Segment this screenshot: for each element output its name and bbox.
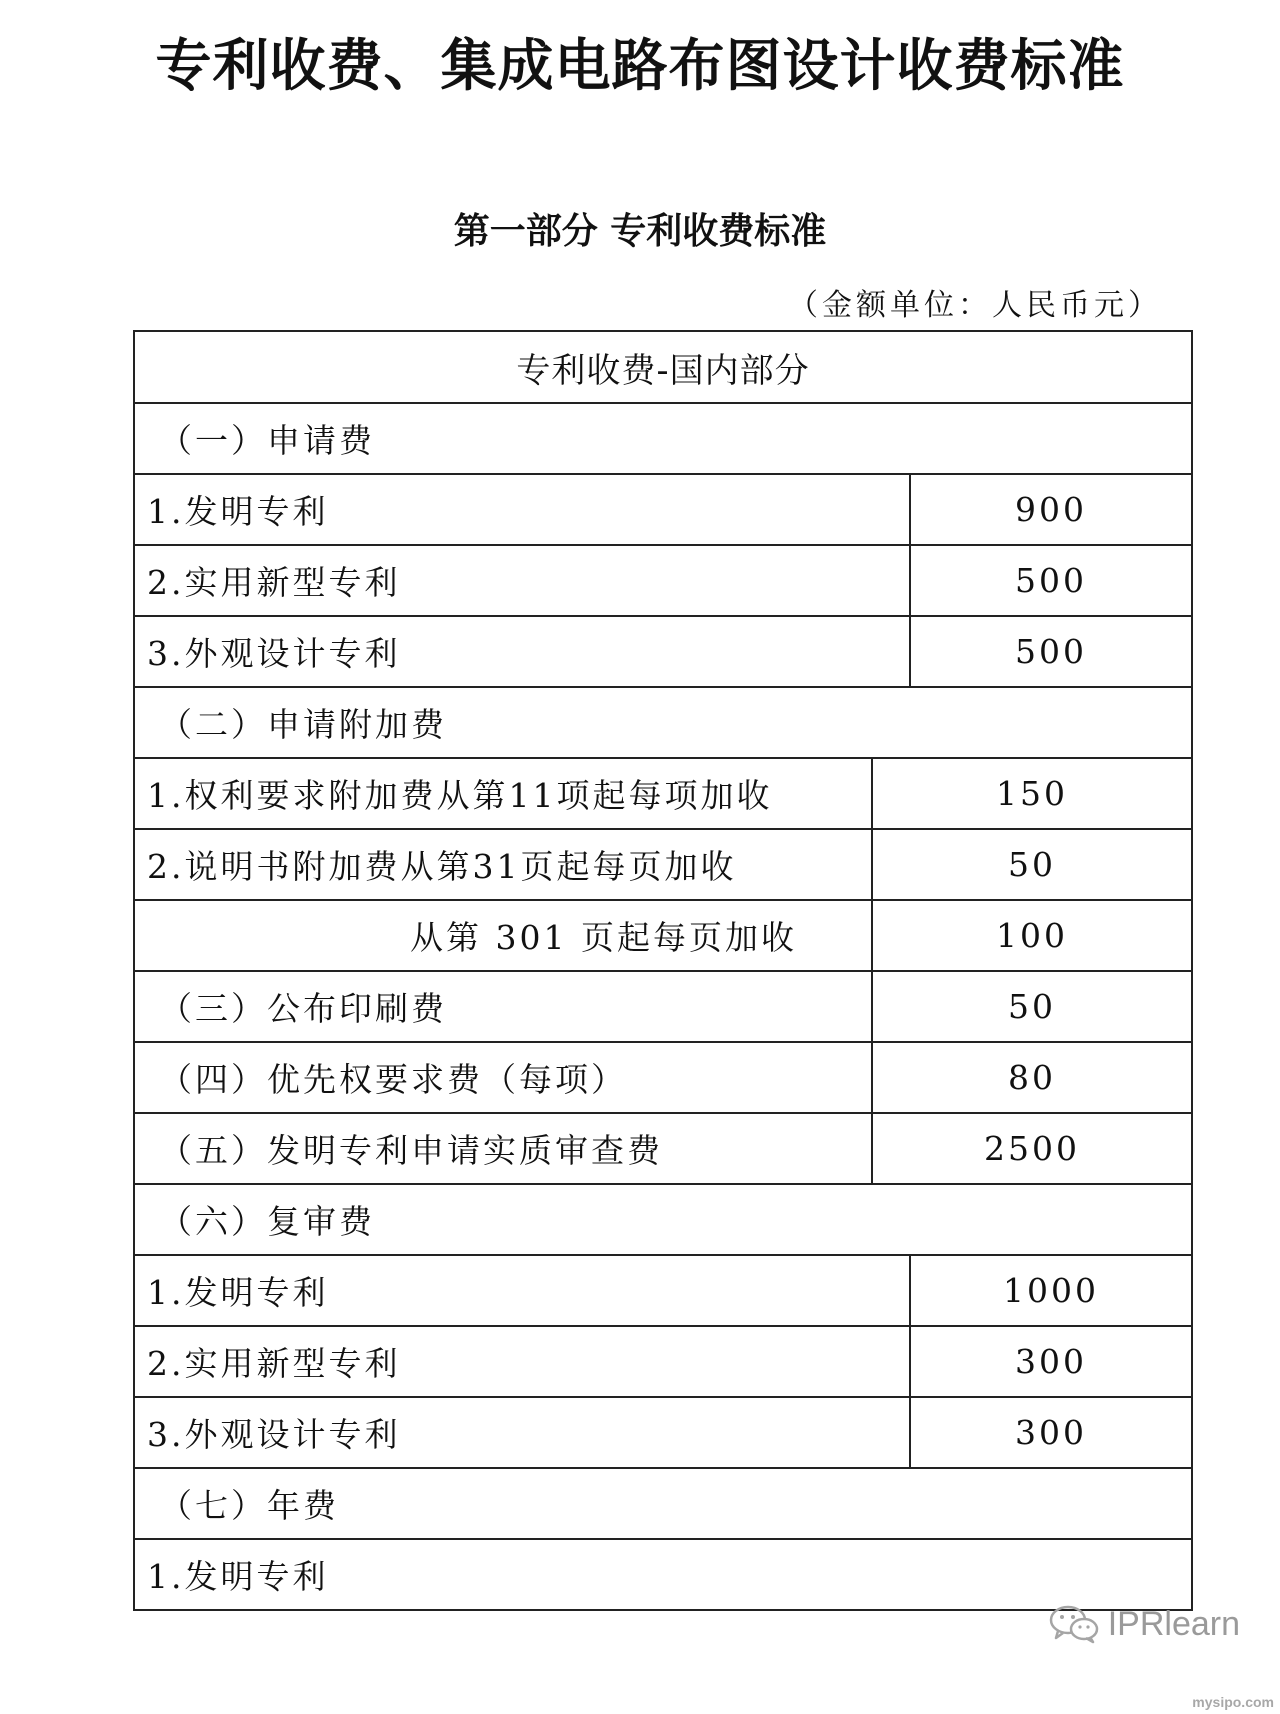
section-title: 第一部分 专利收费标准 (453, 211, 827, 252)
table-row (135, 1114, 1191, 1185)
row-label: （三）公布印刷费 (159, 989, 447, 1028)
table-row (135, 901, 1191, 972)
table-row (135, 475, 1191, 546)
site-watermark: mysipo.com (1192, 1694, 1274, 1710)
row-label: （五）发明专利申请实质审查费 (159, 1131, 663, 1170)
row-value: 50 (1008, 845, 1056, 884)
table-row (135, 1540, 1191, 1611)
row-label: （四）优先权要求费（每项） (159, 1060, 627, 1099)
fee-table (133, 330, 1193, 1611)
table-row-section-application (135, 404, 1191, 475)
table-row (135, 617, 1191, 688)
row-label: 2.实用新型专利 (147, 1344, 401, 1383)
row-value: 300 (1015, 1413, 1087, 1452)
row-label: 从第 301 页起每页加收 (410, 918, 797, 957)
row-label: 1.发明专利 (147, 1557, 329, 1596)
row-value: 100 (996, 916, 1068, 955)
row-value: 300 (1015, 1342, 1087, 1381)
wechat-icon (1048, 1604, 1100, 1644)
row-label: 3.外观设计专利 (147, 1415, 401, 1454)
row-value: 2500 (984, 1129, 1080, 1168)
watermark (1048, 1604, 1240, 1644)
table-row-section-annual-fee (135, 1469, 1191, 1540)
table-row (135, 759, 1191, 830)
row-value: 150 (996, 774, 1068, 813)
row-label: 1.权利要求附加费从第11项起每项加收 (147, 776, 773, 815)
row-label: 2.实用新型专利 (147, 563, 401, 602)
table-row (135, 546, 1191, 617)
row-label: （二）申请附加费 (159, 705, 447, 744)
row-label: 3.外观设计专利 (147, 634, 401, 673)
document-title: 专利收费、集成电路布图设计收费标准 (155, 34, 1125, 99)
row-label: （六）复审费 (159, 1202, 375, 1241)
unit-note: （金额单位：人民币元） (788, 288, 1162, 323)
row-value: 80 (1008, 1058, 1056, 1097)
row-label: 1.发明专利 (147, 1273, 329, 1312)
row-value: 500 (1015, 632, 1087, 671)
table-header: 专利收费-国内部分 (516, 350, 810, 391)
row-value: 1000 (1003, 1271, 1099, 1310)
table-row (135, 1256, 1191, 1327)
watermark-brand: IPRlearn (1107, 1604, 1240, 1643)
table-row-section-surcharge (135, 688, 1191, 759)
row-value: 50 (1008, 987, 1056, 1026)
table-row (135, 830, 1191, 901)
table-row (135, 1043, 1191, 1114)
table-header-row (135, 332, 1191, 404)
table-row (135, 1398, 1191, 1469)
row-value: 900 (1015, 490, 1087, 529)
table-row-section-reexamination (135, 1185, 1191, 1256)
table-row (135, 972, 1191, 1043)
row-label: 1.发明专利 (147, 492, 329, 531)
row-value: 500 (1015, 561, 1087, 600)
row-label: （七）年费 (159, 1486, 339, 1525)
row-label: 2.说明书附加费从第31页起每页加收 (147, 847, 737, 886)
row-label: （一）申请费 (159, 421, 375, 460)
table-row (135, 1327, 1191, 1398)
